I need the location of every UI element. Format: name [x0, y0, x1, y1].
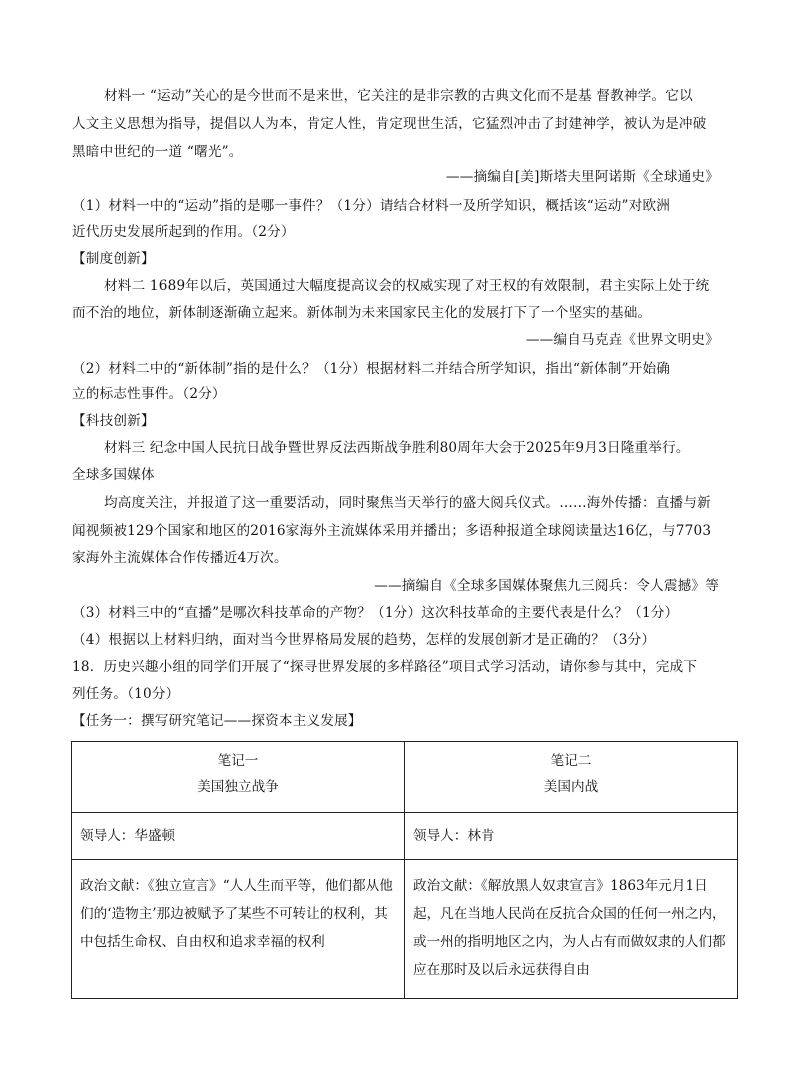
section-tech-heading: 【科技创新】 — [72, 413, 155, 429]
material1-line2: 人文主义思想为指导，提倡以人为本，肯定人性，肯定现世生活，它猛烈冲击了封建神学，被认为是冲破 — [72, 116, 707, 132]
material1-line3: 黑暗中世纪的一道 “曙光”。 — [72, 144, 243, 160]
question2-line2: 立的标志性事件。（2分） — [72, 386, 226, 402]
note2-document-cell — [405, 860, 738, 999]
material2-line1: 材料二 1689年以后，英国通过大幅度提高议会的权威实现了对王权的有效限制，君主实际上处于统 — [104, 278, 710, 294]
material3-line5: 家海外主流媒体合作传播近4万次。 — [72, 550, 288, 566]
material3-line2: 全球多国媒体 — [72, 467, 155, 483]
note2-document: 政治文献：《解放黑人奴隶宣言》1863年元月1日起，凡在当地人民尚在反抗合众国的任何一州之内，或一州的指明地区之内，为人占有而做奴隶的人们都应在那时及以后永远获得自由 — [413, 878, 726, 978]
note1-leader: 领导人：华盛顿 — [72, 813, 405, 860]
note1-title: 笔记一 — [217, 753, 259, 769]
note1-header — [72, 742, 405, 813]
note1-document-cell — [72, 860, 405, 999]
question4: （4）根据以上材料归纳，面对当今世界格局发展的趋势，怎样的发展创新才是正确的？（3分） — [72, 632, 656, 648]
research-notes-table — [71, 741, 738, 999]
note1-document: 政治文献：《独立宣言》“人人生而平等，他们都从他们的‘造物主’那边被赋予了某些不可转让的权利，其中包括生命权、自由权和追求幸福的权利 — [80, 878, 393, 950]
material3-source: ——摘编自《全球多国媒体聚焦九三阅兵：令人震撼》等 — [374, 578, 719, 594]
question1-line1: （1）材料一中的“运动”指的是哪一事件？（1分）请结合材料一及所学知识，概括该“运动”对欧洲 — [72, 198, 671, 214]
question18-line1: 18．历史兴趣小组的同学们开展了“探寻世界发展的多样路径”项目式学习活动，请你参与其中，完成下 — [72, 659, 698, 675]
material3-line1: 材料三 纪念中国人民抗日战争暨世界反法西斯战争胜利80周年大会于2025年9月3日隆重举行。 — [104, 440, 690, 456]
note2-header — [405, 742, 738, 813]
question1-line2: 近代历史发展所起到的作用。（2分） — [72, 224, 295, 240]
question3: （3）材料三中的“直播”是哪次科技革命的产物？（1分）这次科技革命的主要代表是什么？（1分） — [72, 605, 679, 621]
note2-leader: 领导人：林肯 — [405, 813, 738, 860]
note2-subtitle: 美国内战 — [543, 779, 599, 795]
question18-line2: 列任务。（10分） — [72, 686, 180, 702]
task1-heading: 【任务一：撰写研究笔记——探资本主义发展】 — [72, 713, 362, 729]
material3-line3: 均高度关注，并报道了这一重要活动，同时聚焦当天举行的盛大阅兵仪式。……海外传播：直播与新 — [104, 495, 711, 511]
note1-subtitle: 美国独立战争 — [197, 779, 279, 795]
material3-line4: 闻视频被129个国家和地区的2016家海外主流媒体采用并播出；多语种报道全球阅读量达16亿，与7703 — [72, 523, 712, 539]
material2-source: ——编自马克垚《世界文明史》 — [525, 332, 719, 348]
question2-line1: （2）材料二中的“新体制”指的是什么？（1分）根据材料二并结合所学知识，指出“新体制”开始确 — [72, 361, 671, 377]
note2-title: 笔记二 — [550, 753, 592, 769]
material2-line2: 而不治的地位，新体制逐渐确立起来。新体制为未来国家民主化的发展打下了一个坚实的基础。 — [72, 305, 652, 321]
material1-source: ——摘编自[美]斯塔夫里阿诺斯《全球通史》 — [445, 169, 719, 185]
section-institution-heading: 【制度创新】 — [72, 251, 155, 267]
material1-line1: 材料一 “运动”关心的是今世而不是来世，它关注的是非宗教的古典文化而不是基 督教神学。它以 — [104, 88, 693, 104]
